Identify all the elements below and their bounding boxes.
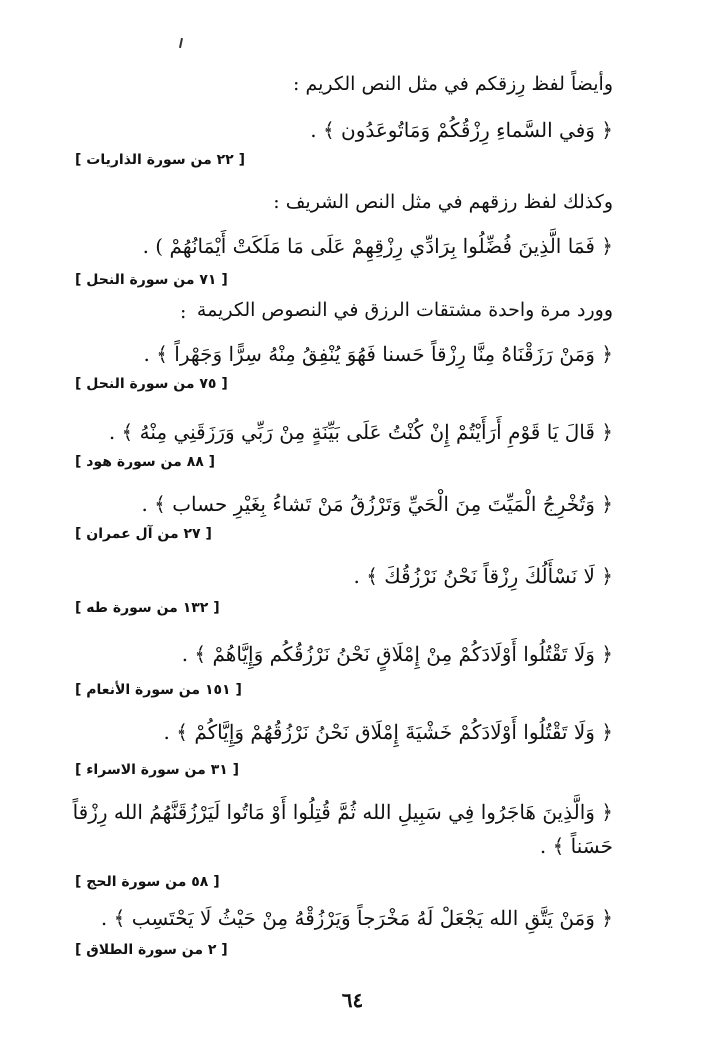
intro-line-3: وورد مرة واحدة مشتقات الرزق في النصوص الكريمة: [196, 299, 613, 321]
reference-1: [ ٢٢ من سورة الذاريات ]: [75, 152, 245, 168]
reference-5: [ ٢٧ من آل عمران ]: [75, 526, 212, 542]
verse-9-line-1: ﴿ وَالَّذِينَ هَاجَرُوا فِي سَبِيلِ الله ثُمَّ قُتِلُوا أَوْ مَاتُوا لَيَرْزُقَنَّهُمُ الله رِزْقاً: [72, 800, 613, 824]
reference-4: [ ٨٨ من سورة هود ]: [75, 454, 216, 470]
verse-4: ﴿ قَالَ يَا قَوْمِ أَرَأَيْتُمْ إِنْ كُنْتُ عَلَى بَيِّنَةٍ مِنْ رَبِّي وَرَزَقَنِي مِنْهُ ﴾ .: [108, 420, 613, 444]
verse-8: ﴿ وَلَا تَقْتُلُوا أَوْلَادَكُمْ خَشْيَةَ إِمْلَاق نَحْنُ نَرْزُقُهُمْ وَإِيَّاكُمْ ﴾ .: [163, 720, 613, 744]
reference-10: [ ٢ من سورة الطلاق ]: [75, 942, 228, 958]
reference-3: [ ٧٥ من سورة النحل ]: [75, 376, 228, 392]
verse-3: ﴿ وَمَنْ رَزَقْنَاهُ مِنَّا رِزْقاً حَسنا فَهُوَ يُنْفِقُ مِنْهُ سِرًّا وَجَهْراً ﴾ .: [143, 342, 613, 366]
verse-5: ﴿ وَتُخْرِجُ الْمَيِّتَ مِنَ الْحَيِّ وَتَرْزُقُ مَنْ تَشاءُ بِغَيْرِ حساب ﴾ .: [141, 492, 613, 516]
reference-2: [ ٧١ من سورة النحل ]: [75, 272, 228, 288]
verse-9-line-2: حَسَناً ﴾ .: [539, 834, 613, 858]
intro-line-3-colon: :: [180, 301, 187, 323]
stray-mark: [179, 38, 183, 48]
intro-line-2: وكذلك لفظ رزقهم في مثل النص الشريف :: [273, 191, 613, 213]
verse-7: ﴿ وَلَا تَقْتُلُوا أَوْلَادَكُمْ مِنْ إِمْلَاقٍ نَحْنُ نَرْزُقُكُم وَإِيَّاهُمْ ﴾ .: [181, 642, 613, 666]
verse-1: ﴿ وَفي السَّماءِ رِزْقُكُمْ وَمَاتُوعَدُون ﴾ .: [310, 118, 613, 142]
verse-10: ﴿ وَمَنْ يَتَّقِ الله يَجْعَلْ لَهُ مَخْرَجاً وَيَرْزُقْهُ مِنْ حَيْثُ لَا يَحْتَسِب ﴾ .: [100, 906, 613, 930]
reference-8: [ ٣١ من سورة الاسراء ]: [75, 762, 240, 778]
verse-6: ﴿ لَا نَسْأَلُكَ رِزْقاً نَحْنُ نَرْزُقُكَ ﴾ .: [353, 564, 613, 588]
reference-9: [ ٥٨ من سورة الحج ]: [75, 874, 220, 890]
verse-2: ﴿ فَمَا الَّذِينَ فُضِّلُوا بِرَادِّي رِزْقِهِمْ عَلَى مَا مَلَكَتْ أَيْمَانُهُمْ ) .: [142, 234, 613, 258]
reference-6: [ ١٣٢ من سورة طه ]: [75, 600, 220, 616]
intro-line-1: وأيضاً لفظ رِزقكم في مثل النص الكريم :: [293, 73, 613, 95]
page-number: ٦٤: [341, 988, 364, 1012]
reference-7: [ ١٥١ من سورة الأنعام ]: [75, 682, 242, 698]
